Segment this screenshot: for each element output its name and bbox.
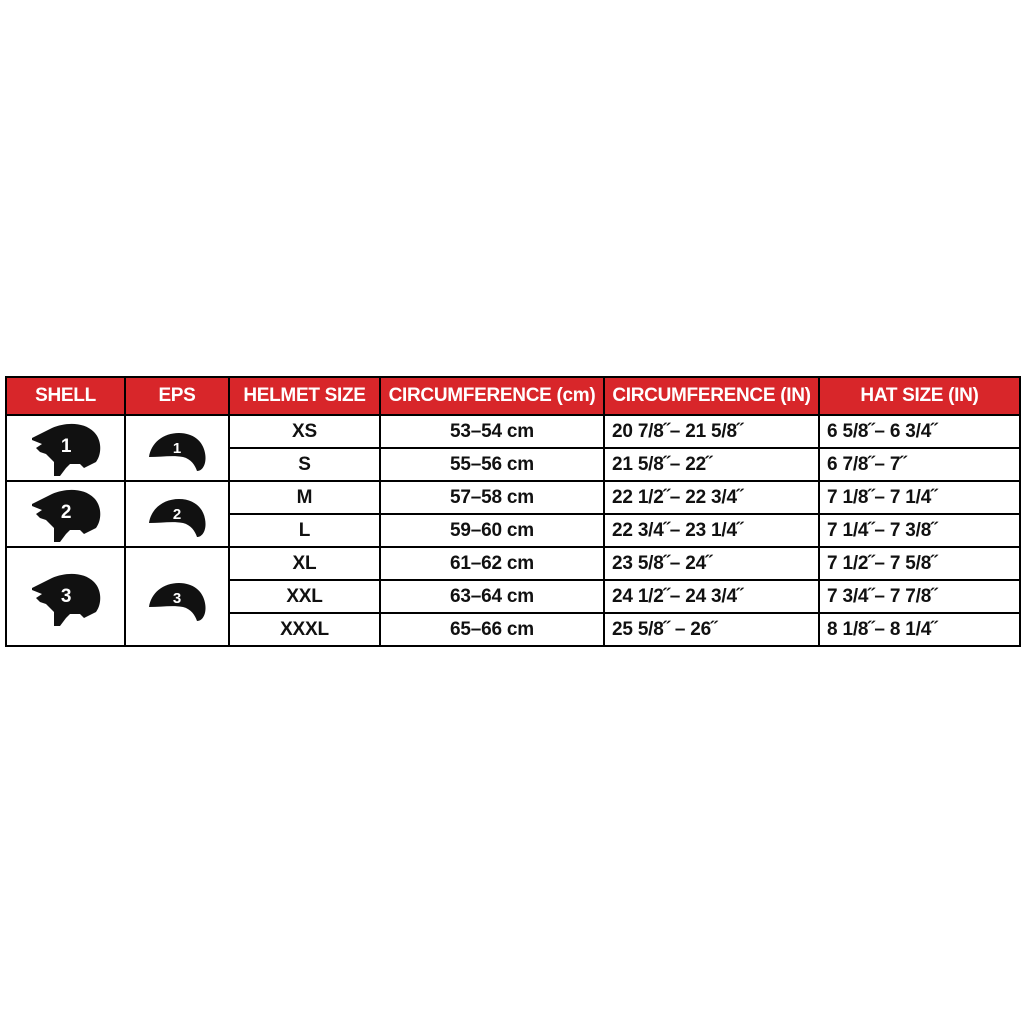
shell-number: 1: [60, 436, 71, 457]
circumference-cm-cell: 63–64 cm: [380, 580, 604, 613]
circumference-cm-cell: 55–56 cm: [380, 448, 604, 481]
shell-cell: [6, 415, 125, 481]
header-row: [6, 377, 1020, 415]
helmet-size-cell: XXL: [229, 580, 380, 613]
circumference-cm-cell: 65–66 cm: [380, 613, 604, 646]
circumference-cm-cell: 57–58 cm: [380, 481, 604, 514]
shell-number: 2: [60, 502, 71, 523]
header-circumference-in: CIRCUMFERENCE (IN): [604, 377, 819, 415]
table-row: [6, 547, 1020, 580]
circumference-in-cell: 23 5/8˝– 24˝: [604, 547, 819, 580]
helmet-size-cell: L: [229, 514, 380, 547]
eps-liner-icon: [141, 571, 213, 623]
eps-number: 1: [172, 440, 182, 457]
hat-size-cell: 7 3/4˝– 7 7/8˝: [819, 580, 1020, 613]
helmet-size-cell: XXXL: [229, 613, 380, 646]
hat-size-cell: 8 1/8˝– 8 1/4˝: [819, 613, 1020, 646]
helmet-size-cell: XL: [229, 547, 380, 580]
circumference-in-cell: 25 5/8˝ – 26˝: [604, 613, 819, 646]
header-eps: EPS: [125, 377, 229, 415]
helmet-shell-icon: [26, 418, 106, 478]
circumference-in-cell: 20 7/8˝– 21 5/8˝: [604, 415, 819, 448]
eps-cell: [125, 415, 229, 481]
table-row: [6, 415, 1020, 448]
hat-size-cell: 7 1/2˝– 7 5/8˝: [819, 547, 1020, 580]
header-helmet-size: HELMET SIZE: [229, 377, 380, 415]
helmet-shell-icon: [26, 484, 106, 544]
shell-cell: [6, 481, 125, 547]
eps-liner-icon: [141, 423, 213, 473]
circumference-in-cell: 22 3/4˝– 23 1/4˝: [604, 514, 819, 547]
header-circumference-cm: CIRCUMFERENCE (cm): [380, 377, 604, 415]
circumference-in-cell: 21 5/8˝– 22˝: [604, 448, 819, 481]
helmet-shell-icon: [26, 564, 106, 630]
helmet-size-cell: S: [229, 448, 380, 481]
circumference-cm-cell: 53–54 cm: [380, 415, 604, 448]
hat-size-cell: 7 1/8˝– 7 1/4˝: [819, 481, 1020, 514]
helmet-size-cell: M: [229, 481, 380, 514]
eps-cell: [125, 481, 229, 547]
circumference-cm-cell: 61–62 cm: [380, 547, 604, 580]
hat-size-cell: 7 1/4˝– 7 3/8˝: [819, 514, 1020, 547]
shell-cell: [6, 547, 125, 646]
helmet-size-cell: XS: [229, 415, 380, 448]
shell-number: 3: [60, 585, 71, 607]
table-row: [6, 481, 1020, 514]
header-shell: SHELL: [6, 377, 125, 415]
header-hat-size: HAT SIZE (IN): [819, 377, 1020, 415]
circumference-cm-cell: 59–60 cm: [380, 514, 604, 547]
eps-liner-icon: [141, 489, 213, 539]
circumference-in-cell: 22 1/2˝– 22 3/4˝: [604, 481, 819, 514]
eps-number: 2: [172, 506, 182, 523]
helmet-size-chart: [5, 376, 1021, 647]
hat-size-cell: 6 7/8˝– 7˝: [819, 448, 1020, 481]
hat-size-cell: 6 5/8˝– 6 3/4˝: [819, 415, 1020, 448]
circumference-in-cell: 24 1/2˝– 24 3/4˝: [604, 580, 819, 613]
eps-number: 3: [172, 589, 182, 607]
eps-cell: [125, 547, 229, 646]
